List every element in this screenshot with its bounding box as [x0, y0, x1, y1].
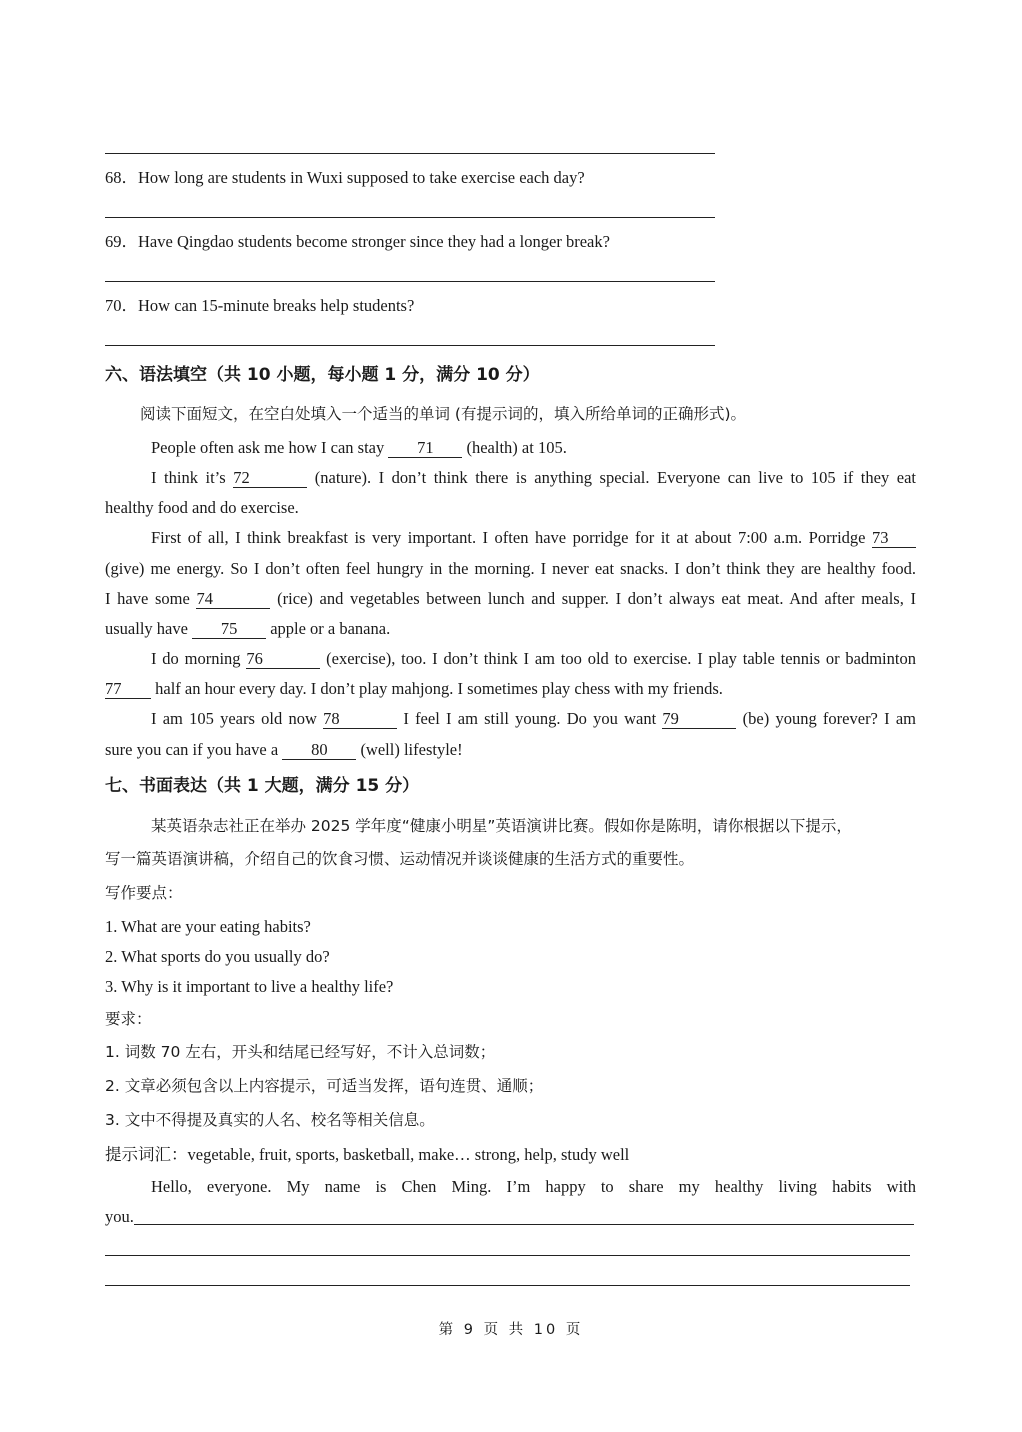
- passage-line-4: First of all, I think breakfast is very important. I often have porridge for it at about 7:00 a.m. Porridge 73: [151, 527, 916, 549]
- passage-line-6: I have some 74 (rice) and vegetables between lunch and supper. I don’t always eat meat. And after meals, I: [105, 589, 916, 608]
- passage-line-5: (give) me energy. So I don’t often feel hungry in the morning. I never eat snacks. I don’t think they are healthy food.: [105, 559, 916, 578]
- blank-73[interactable]: 73: [872, 529, 916, 548]
- answer-line-67[interactable]: [105, 153, 715, 154]
- requirement-3: 3. 文中不得提及真实的人名、校名等相关信息。: [105, 1111, 435, 1129]
- writing-point-2: 2. What sports do you usually do?: [105, 947, 330, 966]
- answer-line-69[interactable]: [105, 281, 715, 282]
- section6-instruction: 阅读下面短文，在空白处填入一个适当的单词 (有提示词的，填入所给单词的正确形式)。: [140, 405, 747, 423]
- blank-71[interactable]: 71: [388, 439, 462, 458]
- section6-heading: 六、语法填空（共 10 小题，每小题 1 分，满分 10 分）: [105, 365, 540, 385]
- blank-77[interactable]: 77: [105, 680, 151, 699]
- passage-line-10: I am 105 years old now 78 I feel I am still young. Do you want 79 (be) young forever? I am: [151, 709, 916, 728]
- blank-76[interactable]: 76: [246, 650, 320, 669]
- passage-line-7: usually have 75 apple or a banana.: [105, 619, 391, 638]
- section7-intro-2: 写一篇英语演讲稿，介绍自己的饮食习惯、运动情况并谈谈健康的生活方式的重要性。: [105, 850, 695, 868]
- passage-line-11: sure you can if you have a 80 (well) lifestyle!: [105, 740, 463, 759]
- blank-79[interactable]: 79: [662, 710, 736, 729]
- blank-80[interactable]: 80: [282, 741, 356, 760]
- writing-point-1: 1. What are your eating habits?: [105, 917, 311, 936]
- writing-line-1[interactable]: [134, 1224, 914, 1225]
- writing-line-2[interactable]: [105, 1255, 910, 1256]
- passage-line-2: I think it’s 72 (nature). I don’t think there is anything special. Everyone can live to 105 if they eat: [151, 468, 916, 487]
- passage-line-1: People often ask me how I can stay 71 (health) at 105.: [151, 438, 567, 457]
- passage-line-3: healthy food and do exercise.: [105, 498, 299, 517]
- hint-words: 提示词汇：vegetable, fruit, sports, basketball, make… strong, help, study well: [105, 1145, 630, 1164]
- section7-intro-1: 某英语杂志社正在举办 2025 学年度“健康小明星”英语演讲比赛。假如你是陈明，请你根据以下提示，: [151, 817, 852, 835]
- writing-point-3: 3. Why is it important to live a healthy life?: [105, 977, 394, 996]
- blank-78[interactable]: 78: [323, 710, 397, 729]
- blank-75[interactable]: 75: [192, 620, 266, 639]
- page-footer: 第 9 页 共 10 页: [438, 1322, 584, 1338]
- passage-line-9: 77 half an hour every day. I don’t play mahjong. I sometimes play chess with my friends.: [105, 679, 723, 698]
- question-69: 69．Have Qingdao students become stronger since they had a longer break?: [105, 232, 610, 251]
- requirements-label: 要求：: [105, 1010, 152, 1028]
- requirement-1: 1. 词数 70 左右，开头和结尾已经写好，不计入总词数；: [105, 1043, 496, 1061]
- essay-opening: Hello, everyone. My name is Chen Ming. I’m happy to share my healthy living habits with: [151, 1177, 916, 1196]
- writing-line-3[interactable]: [105, 1285, 910, 1286]
- essay-opening-continued: you.: [105, 1207, 134, 1226]
- section7-heading: 七、书面表达（共 1 大题，满分 15 分）: [105, 776, 420, 796]
- writing-points-label: 写作要点：: [105, 884, 183, 902]
- question-70: 70．How can 15-minute breaks help students?: [105, 296, 415, 315]
- blank-74[interactable]: 74: [196, 590, 270, 609]
- passage-line-8: I do morning 76 (exercise), too. I don’t think I am too old to exercise. I play table tennis or badminton: [151, 649, 916, 668]
- question-68: 68．How long are students in Wuxi supposed to take exercise each day?: [105, 168, 585, 187]
- answer-line-70[interactable]: [105, 345, 715, 346]
- blank-72[interactable]: 72: [233, 469, 307, 488]
- requirement-2: 2. 文章必须包含以上内容提示，可适当发挥，语句连贯、通顺；: [105, 1077, 544, 1095]
- answer-line-68[interactable]: [105, 217, 715, 218]
